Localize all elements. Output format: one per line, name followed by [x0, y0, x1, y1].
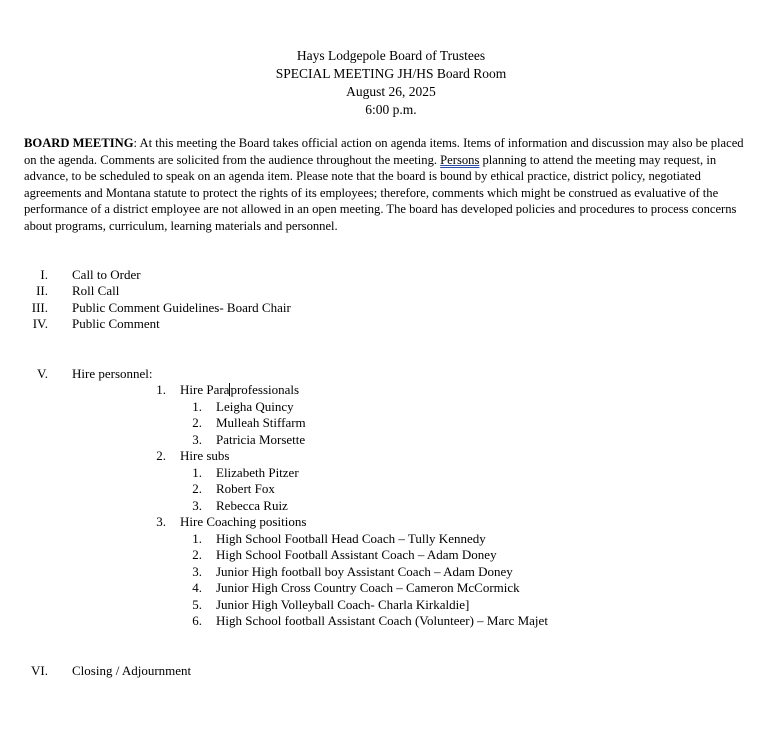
- meeting-title: SPECIAL MEETING JH/HS Board Room: [275, 66, 507, 81]
- position-name: High School football Assistant Coach (Volunteer) – Marc Majet: [216, 613, 548, 628]
- list-number: 2.: [192, 547, 202, 562]
- list-number: 1.: [192, 531, 202, 546]
- board-meeting-statement: [24, 135, 746, 235]
- person-name: Elizabeth Pitzer: [216, 465, 299, 480]
- sub-label-part-a: Hire Para: [180, 382, 230, 397]
- board-name: Hays Lodgepole Board of Trustees: [296, 48, 486, 63]
- statement-underlined-word: Persons: [440, 152, 480, 167]
- person-name: Mulleah Stiffarm: [216, 415, 306, 430]
- agenda-number: IV.: [32, 316, 48, 331]
- person-name: Rebecca Ruiz: [216, 498, 288, 513]
- person-name: Robert Fox: [216, 481, 275, 496]
- meeting-time: 6:00 p.m.: [365, 102, 417, 117]
- agenda-label: Hire personnel:: [72, 366, 153, 381]
- sub-number: 2.: [156, 448, 166, 463]
- document-header: [0, 47, 782, 119]
- list-number: 6.: [192, 613, 202, 628]
- list-number: 3.: [192, 498, 202, 513]
- position-name: Junior High Volleyball Coach- Charla Kirkaldie]: [216, 597, 470, 612]
- sub-label: Hire Coaching positions: [180, 514, 307, 529]
- sub-label-part-b: professionals: [230, 382, 300, 397]
- sub-label: Hire subs: [180, 448, 230, 463]
- statement-lead: BOARD MEETING: [24, 136, 134, 150]
- sub-number: 1.: [156, 382, 166, 397]
- position-name: High School Football Head Coach – Tully Kennedy: [216, 531, 486, 546]
- sub-number: 3.: [156, 514, 166, 529]
- position-name: High School Football Assistant Coach – Adam Doney: [216, 547, 497, 562]
- agenda-label: Call to Order: [72, 267, 141, 282]
- agenda-label: Closing / Adjournment: [72, 663, 192, 678]
- list-number: 3.: [192, 564, 202, 579]
- list-number: 4.: [192, 580, 202, 595]
- agenda-number: III.: [31, 300, 48, 315]
- sub-label: [180, 382, 299, 399]
- agenda-label: Public Comment Guidelines- Board Chair: [72, 300, 291, 315]
- person-name: Leigha Quincy: [216, 399, 294, 414]
- list-number: 1.: [192, 399, 202, 414]
- list-number: 2.: [192, 481, 202, 496]
- agenda-number: II.: [36, 283, 48, 298]
- list-number: 5.: [192, 597, 202, 612]
- list-number: 3.: [192, 432, 202, 447]
- list-number: 2.: [192, 415, 202, 430]
- statement-text-2: planning to attend the meeting may request, in advance, to be scheduled to speak on an agenda item. Please note that the board is bound by ethical practice, district policy, negotiated agreements and Montana statute to protect the rights of its employees; therefore, comments which might be construed as evaluative of the performance of a district employee are not allowed in an open meeting. The board has developed policies and procedures to process concerns about programs, curriculum, learning materials and personnel.: [24, 152, 737, 233]
- agenda-number: I.: [40, 267, 48, 282]
- position-name: Junior High football boy Assistant Coach – Adam Doney: [216, 564, 513, 579]
- meeting-date: August 26, 2025: [346, 84, 436, 99]
- agenda-number: V.: [37, 366, 48, 381]
- agenda-label: Public Comment: [72, 316, 160, 331]
- agenda-number: VI.: [31, 663, 48, 678]
- position-name: Junior High Cross Country Coach – Cameron McCormick: [216, 580, 520, 595]
- agenda-label: Roll Call: [72, 283, 120, 298]
- statement-text-1: : At this meeting the Board takes official action on agenda items. Items of information and discussion may also be placed on the agenda. Comments are solicited from the audience throughout the meeting.: [24, 136, 744, 167]
- list-number: 1.: [192, 465, 202, 480]
- person-name: Patricia Morsette: [216, 432, 306, 447]
